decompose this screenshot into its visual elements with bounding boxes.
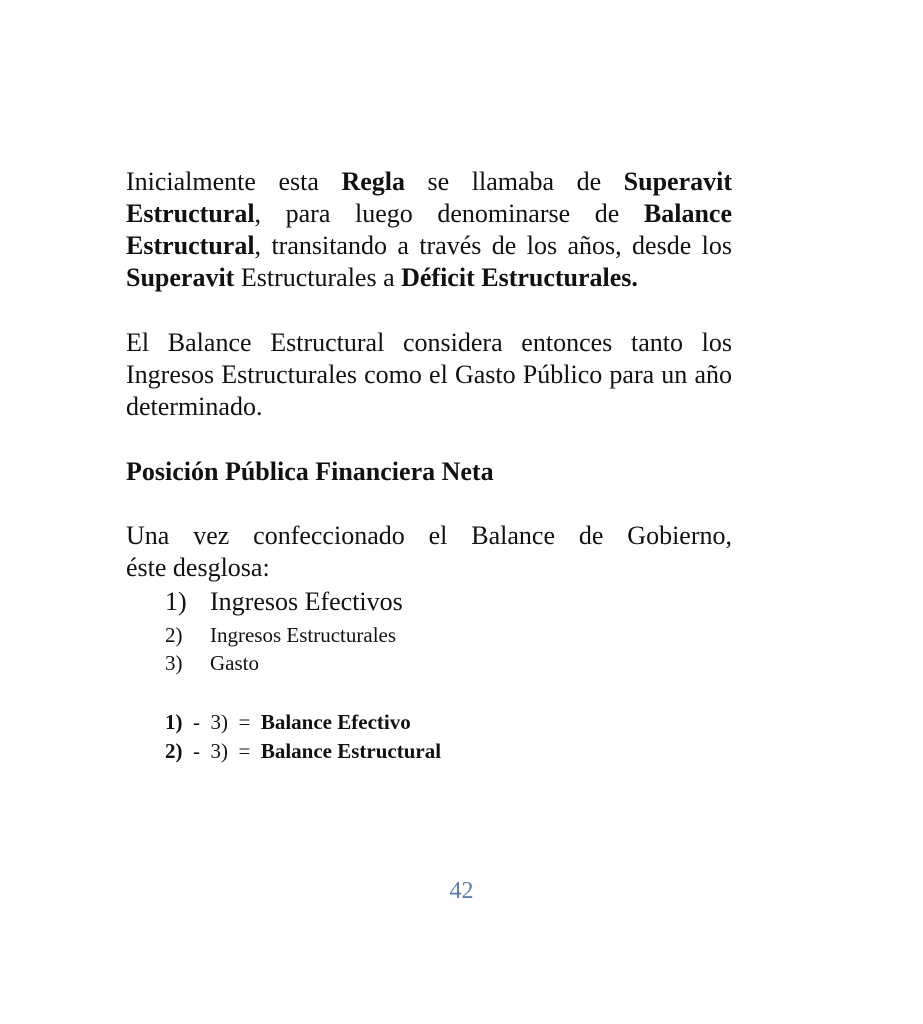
paragraph-desglosa [126,520,732,584]
bold-term-regla: Regla [341,167,405,196]
formula-result: Balance Efectivo [260,710,411,734]
text-run: , transitando a través de los años, desde los [254,231,732,260]
bold-term-balance: Balance [643,199,732,228]
formula-operator: - 3) = [182,710,261,734]
bold-term-superavit: Superavit [623,167,732,196]
text-run: Inicialmente esta [126,167,342,196]
bold-term-estructural-2: Estructural [126,231,255,260]
formula-operator: - 3) = [182,739,261,763]
bold-term-superavit-2: Superavit [126,263,235,292]
list-item [165,621,396,649]
paragraph-line: Una vez confeccionado el Balance de Gobierno, [126,521,732,550]
list-item-text: Ingresos Estructurales [210,623,397,647]
list-item-number: 2) [165,623,183,647]
list-item-text: Gasto [210,651,259,675]
text-run: se llamaba de [405,167,624,196]
text-run: Estructurales a [234,263,402,292]
bold-term-estructural: Estructural [126,199,255,228]
paragraph-line: éste desglosa: [126,553,270,582]
list-item-number: 1) [165,587,187,616]
bold-term-deficit: Déficit Estructurales. [401,263,638,292]
formula-balance-efectivo [165,708,411,736]
paragraph-regla [126,166,732,294]
list-item-text: Ingresos Efectivos [210,587,403,616]
formula-operand: 1) [165,710,183,734]
list-item-number: 3) [165,651,183,675]
list-item [165,649,259,677]
text-run: , para luego denominarse de [254,199,644,228]
section-heading: Posición Pública Financiera Neta [126,457,494,486]
formula-result: Balance Estructural [260,739,442,763]
paragraph-balance-estructural: El Balance Estructural considera entonces tanto los Ingresos Estructurales como el Gasto Público para un año determinado. [126,328,732,421]
formula-operand: 2) [165,739,183,763]
formula-balance-estructural [165,737,441,765]
list-item [165,586,403,618]
page-number: 42 [449,878,474,904]
